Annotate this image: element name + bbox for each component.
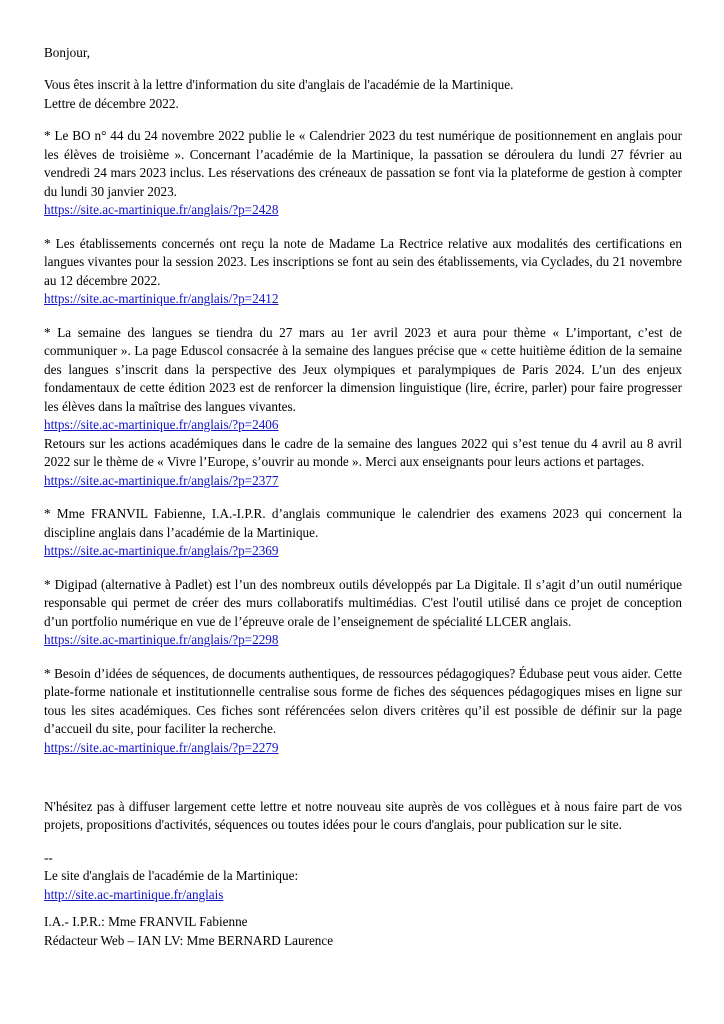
news-item — [44, 665, 682, 757]
news-item-link[interactable]: https://site.ac-martinique.fr/anglais/?p=2412 — [44, 291, 279, 307]
news-item-text: * Besoin d’idées de séquences, de documents authentiques, de ressources pédagogiques? Édubase peut vous aider. Cette plate-forme nationale et institutionnelle centralise sous forme de fiches des séquences pédagogiques mises en ligne sur tous les sites académiques. Ces fiches sont référencées selon divers critères qu’il est possible de définir sur la page d’accueil du site, pour faciliter la recherche. — [44, 665, 682, 737]
spacer — [44, 772, 682, 798]
signature-contact-webeditor: Rédacteur Web – IAN LV: Mme BERNARD Laurence — [44, 932, 334, 948]
news-item-text: * Mme FRANVIL Fabienne, I.A.-I.P.R. d’anglais communique le calendrier des examens 2023 qui concernent la discipline anglais dans l’académie de la Martinique. — [44, 506, 682, 540]
news-item-text: * La semaine des langues se tiendra du 27 mars au 1er avril 2023 et aura pour thème « L’important, c’est de communiquer ». La page Eduscol consacrée à la semaine des langues précise que « cette huitième édition de la semaine des langues s’inscrit dans la perspective des Jeux olympiques et paralympiques de Paris 2024. L’un des enjeux fondamentaux de cette édition 2023 est de renforcer la dimension linguistique (lire, écrire, parler) pour faire progresser les élèves dans la maîtrise des langues vivantes. — [44, 324, 682, 414]
news-item — [44, 324, 682, 490]
intro-line-1: Vous êtes inscrit à la lettre d'information du site d'anglais de l'académie de la Martinique. — [44, 77, 514, 93]
news-item-link[interactable]: https://site.ac-martinique.fr/anglais/?p=2279 — [44, 739, 279, 755]
news-item-text: * Le BO n° 44 du 24 novembre 2022 publie le « Calendrier 2023 du test numérique de positionnement en anglais pour les élèves de troisième ». Concernant l’académie de la Martinique, la passation se déroulera du lundi 27 février au vendredi 24 mars 2023 inclus. Les réservations des créneaux de passation se font via la plateforme de gestion à compter du lundi 30 janvier 2023. — [44, 128, 682, 199]
news-item-text: * Les établissements concernés ont reçu la note de Madame La Rectrice relative aux modalités des certifications en langues vivantes pour la session 2023. Les inscriptions se font au sein des établissements, via Cyclades, du 21 novembre au 12 décembre 2022. — [44, 235, 682, 288]
news-item-text-secondary: Retours sur les actions académiques dans le cadre de la semaine des langues 2022 qui s’est tenue du 4 avril au 8 avril 2022 sur le thème de « Vivre l’Europe, s’ouvrir au monde ». Merci aux enseignants pour leurs actions et partages. — [44, 435, 682, 470]
news-item — [44, 505, 682, 560]
closing-paragraph: N'hésitez pas à diffuser largement cette lettre et notre nouveau site auprès de vos collègues et à nous faire part de vos projets, propositions d'activités, séquences ou toutes idées pour le cours d'anglais, pour publication sur le site. — [44, 798, 682, 833]
greeting: Bonjour, — [44, 45, 90, 60]
news-item — [44, 127, 682, 219]
signature-block — [44, 849, 682, 950]
signature-site-link[interactable]: http://site.ac-martinique.fr/anglais — [44, 886, 224, 902]
spacer — [44, 835, 682, 849]
news-item-link[interactable]: https://site.ac-martinique.fr/anglais/?p=2428 — [44, 202, 279, 218]
news-item-link[interactable]: https://site.ac-martinique.fr/anglais/?p=2369 — [44, 543, 279, 559]
news-item-text: * Digipad (alternative à Padlet) est l’un des nombreux outils développés par La Digitale. Il s’agit d’un outil numérique responsable qui permet de créer des murs collaboratifs multimédias. C'est l'outil utilisé dans ce projet de conception d’un portfolio numérique en vue de l’épreuve orale de l’enseignement de spécialité LLCER anglais. — [44, 576, 682, 629]
spacer — [44, 904, 682, 913]
signature-separator: -- — [44, 849, 53, 865]
news-item — [44, 235, 682, 309]
spacer — [44, 113, 682, 127]
news-item — [44, 576, 682, 650]
signature-site-line: Le site d'anglais de l'académie de la Martinique: — [44, 868, 299, 884]
signature-contact-iapr: I.A.- I.P.R.: Mme FRANVIL Fabienne — [44, 914, 248, 930]
spacer — [44, 62, 682, 76]
news-item-link-secondary[interactable]: https://site.ac-martinique.fr/anglais/?p=2377 — [44, 472, 279, 488]
news-item-link[interactable]: https://site.ac-martinique.fr/anglais/?p=2406 — [44, 417, 279, 433]
intro-line-2: Lettre de décembre 2022. — [44, 95, 179, 111]
news-item-link[interactable]: https://site.ac-martinique.fr/anglais/?p=2298 — [44, 632, 279, 648]
